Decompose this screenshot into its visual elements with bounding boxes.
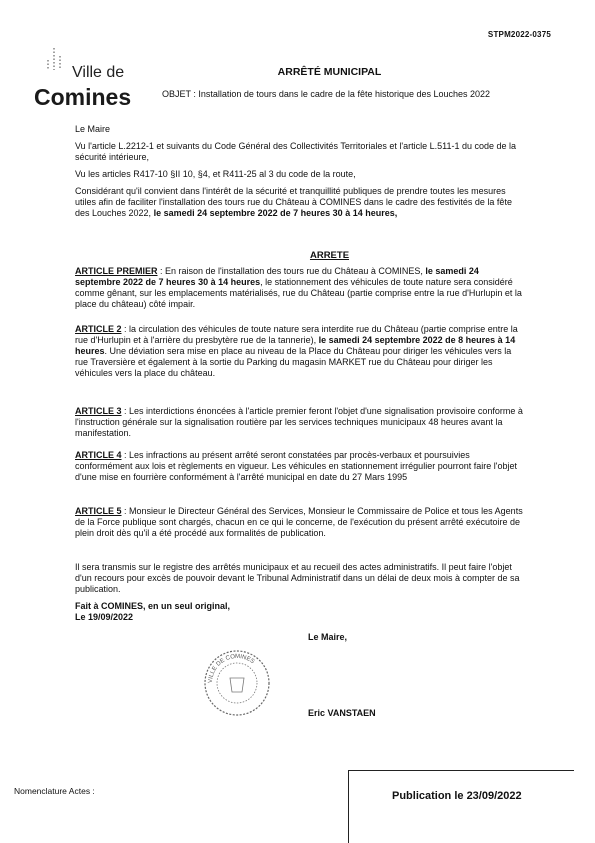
article-3 — [75, 406, 525, 439]
publication-box — [348, 770, 574, 843]
article-2-date: le samedi 24 septembre 2022 de 8 heures à 14 heures — [75, 335, 516, 356]
svg-text:VILLE DE COMINES — [208, 654, 255, 683]
nomenclature-label: Nomenclature Actes : — [14, 786, 95, 796]
signer-name: Eric VANSTAEN — [308, 708, 376, 718]
article-5-text: : Monsieur le Directeur Général des Services, Monsieur le Commissaire de Police et tous les Agents de la Force publique sont chargés, chacun en ce qui le concerne, de l'exécution du présent arrêté exécutoire de plein droit dès qu'il a été procédé aux formalités de publication. — [75, 506, 523, 538]
article-4-text: : Les infractions au présent arrêté seront constatées par procès-verbaux et poursuivies conformément aux lois et règlements en vigueur. Les véhicules en stationnement irrégulier pourront faire l'objet d'une mise en fourrière conformément à l'arrêté municipal en date du 27 Mars 1995 — [75, 450, 517, 482]
official-stamp — [202, 648, 272, 718]
intro-section — [75, 124, 525, 219]
article-4-label: ARTICLE 4 — [75, 450, 122, 460]
document-reference: STPM2022-0375 — [487, 30, 551, 39]
considerant-date: le samedi 24 septembre 2022 de 7 heures 30 à 14 heures, — [153, 208, 398, 218]
article-1-text-b: , le stationnement des véhicules de toute nature sera considéré comme gênant, sur les emplacements matérialisés, rue du Château (partie comprise entre la rue d'Hurlupin et la place du château) côté impair. — [75, 277, 522, 309]
article-1-date: le samedi 24 septembre 2022 de 7 heures 30 à 14 heures — [75, 266, 479, 287]
article-4 — [75, 450, 525, 483]
article-1-text-a: : En raison de l'installation des tours rue du Château à COMINES, — [157, 266, 426, 276]
stamp-seal-icon — [202, 648, 272, 718]
article-2-label: ARTICLE 2 — [75, 324, 122, 334]
article-1 — [75, 266, 525, 310]
stamp-text: VILLE DE COMINES — [207, 653, 256, 684]
vu-paragraph-1: Vu l'article L.2212-1 et suivants du Code Général des Collectivités Territoriales et l'article L.511-1 du code de la sécurité intérieure, — [75, 141, 517, 162]
article-1-label: ARTICLE PREMIER — [75, 266, 158, 276]
vu-paragraph-2: Vu les articles R417-10 §II 10, §4, et R411-25 al 3 du code de la route, — [75, 169, 356, 179]
transmis-paragraph: Il sera transmis sur le registre des arrêtés municipaux et au recueil des actes administratifs. Il peut faire l'objet d'un recours pour excès de pouvoir devant le Tribunal Administratif dans un délai de deux mois à compter de sa publication. — [75, 562, 520, 594]
maire-line: Le Maire — [75, 124, 111, 134]
article-2-text-a: : la circulation des véhicules de toute nature sera interdite rue du Château (partie comprise entre la rue d'Hurlupin et à l'arrière du presbytère rue de la tannerie), — [75, 324, 518, 345]
article-2 — [75, 324, 525, 379]
logo-comines-text: Comines — [34, 84, 132, 110]
publication-date: Publication le 23/09/2022 — [392, 790, 522, 802]
closing-section — [75, 562, 525, 623]
signature-label: Le Maire, — [308, 632, 348, 642]
article-5-label: ARTICLE 5 — [75, 506, 122, 516]
fait-line: Fait à COMINES, en un seul original, — [75, 601, 231, 611]
document-title: ARRÊTÉ MUNICIPAL — [277, 66, 382, 78]
article-3-label: ARTICLE 3 — [75, 406, 122, 416]
article-3-text: : Les interdictions énoncées à l'article premier feront l'objet d'une signalisation provisoire conforme à l'instruction générale sur la signalisation routière par les services techniques municipaux 48 heures avant la manifestation. — [75, 406, 523, 438]
considerant-paragraph — [75, 186, 525, 219]
signature-date: Le 19/09/2022 — [75, 612, 134, 622]
logo-ville-text: Ville de — [72, 64, 125, 81]
considerant-text: Considérant qu'il convient dans l'intérêt de la sécurité et tranquillité publiques de prendre toutes les mesures utiles afin de faciliter l'installation des tours rue du Château à COMINES dans le cadre des festivités de la fête des Louches 2022, — [75, 186, 512, 218]
arrete-heading: ARRETE — [309, 250, 350, 261]
article-2-text-b: . Une déviation sera mise en place au niveau de la Place du Château pour diriger les véhicules vers la rue Traversière et également à la sortie du Parking du magasin MARKET rue du Château pour diriger les véhicules vers la place du château. — [75, 346, 512, 378]
document-object: OBJET : Installation de tours dans le cadre de la fête historique des Louches 2022 — [162, 89, 491, 99]
article-5 — [75, 506, 525, 539]
